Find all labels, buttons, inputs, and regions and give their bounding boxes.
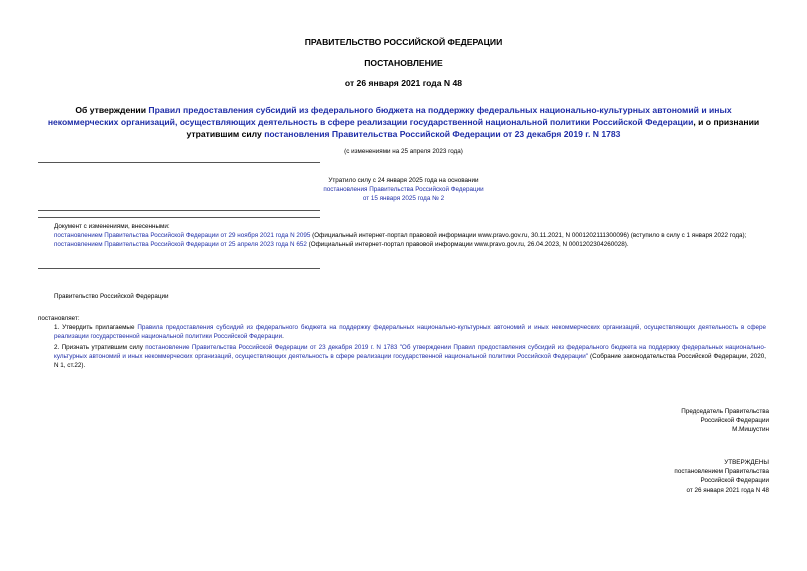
amendment-link-652[interactable]: постановлением Правительства Российской Федерации от 25 апреля 2023 года N 652: [54, 241, 307, 248]
government-line: Правительство Российской Федерации: [54, 293, 169, 300]
decides-line: постановляет:: [38, 315, 80, 322]
paragraph-2: 2. Признать утратившим силу постановление Правительства Российской Федерации от 23 декабря 2019 г. N 1783 "Об утверждении Правил предоставления субсидий из федерального бюджета на поддержку федеральных национально-культурных автономий и иных некоммерческих организаций, осуществляющих деятельность в сфере реализации государственной национальной политики Российской Федерации" (Собрание законодательства Российской Федерации, 2020, N 1, ст.22).: [54, 344, 766, 369]
document-date: от 26 января 2021 года N 48: [344, 78, 463, 88]
rules-link[interactable]: Правила предоставления субсидий из федерального бюджета на поддержку федеральных национально-культурных автономий и иных некоммерческих организаций, осуществляющих деятельность в сфере реализации государственной национальной политики Российской Федерации: [54, 324, 767, 340]
amendment-link-2095[interactable]: постановлением Правительства Российской Федерации от 29 ноября 2021 года N 2095: [54, 232, 311, 239]
expired-link-1: [0, 185, 807, 194]
divider: [38, 162, 320, 163]
amendment-item: постановлением Правительства Российской Федерации от 29 ноября 2021 года N 2095 (Официальный интернет-портал правовой информации www.pravo.gov.ru, 30.11.2021, N 0001202111300096) (вступило в силу с 1 января 2022 года);: [54, 232, 747, 239]
amended-note: (с изменениями на 25 апреля 2023 года): [344, 148, 463, 155]
title-middle: , и о признании утратившим силу: [186, 117, 760, 139]
government-heading: ПРАВИТЕЛЬСТВО РОССИЙСКОЙ ФЕДЕРАЦИИ: [304, 37, 503, 47]
document-type: ПОСТАНОВЛЕНИЕ: [364, 58, 443, 68]
expired-resolution-link[interactable]: постановления Правительства Российской Федерации: [323, 186, 484, 193]
document-title: [40, 104, 767, 140]
title-link-resolution[interactable]: постановления Правительства Российской Федерации от 23 декабря 2019 г. N 1783: [264, 129, 621, 139]
title-link-rules[interactable]: Правил предоставления субсидий из федерального бюджета на поддержку федеральных национально-культурных автономий и иных некоммерческих организаций, осуществляющих деятельность в сфере реализации государственной национальной политики Российской Федерации: [47, 105, 732, 127]
signature-block: Председатель Правительства Российской Федерации М.Мишустин: [681, 408, 769, 434]
amendments-block: [38, 222, 766, 249]
approved-block: УТВЕРЖДЕНЫ постановлением Правительства Российской Федерации от 26 января 2021 года N 48: [674, 459, 769, 494]
divider: [38, 268, 320, 269]
expired-link-2: [0, 194, 807, 203]
amendment-item: постановлением Правительства Российской Федерации от 25 апреля 2023 года N 652 (Официальный интернет-портал правовой информации www.pravo.gov.ru, 26.04.2023, N 0001202304260028).: [54, 241, 629, 248]
title-prefix: Об утверждении: [75, 105, 149, 115]
paragraph-1: 1. Утвердить прилагаемые Правила предоставления субсидий из федерального бюджета на поддержку федеральных национально-культурных автономий и иных некоммерческих организаций, осуществляющих деятельность в сфере реализации государственной национальной политики Российской Федерации.: [54, 324, 767, 340]
expired-line: Утратило силу с 24 января 2025 года на основании: [328, 177, 479, 184]
expired-resolution-date-link[interactable]: от 15 января 2025 года № 2: [362, 195, 445, 202]
repealed-resolution-link[interactable]: постановление Правительства Российской Федерации от 23 декабря 2019 г. N 1783 "Об утверждении Правил предоставления субсидий из федерального бюджета на поддержку федеральных национально-культурных автономий и иных некоммерческих организаций, осуществляющих деятельность в сфере реализации государственной национальной политики Российской Федерации": [54, 344, 766, 360]
divider: [38, 217, 320, 218]
amendments-intro: Документ с изменениями, внесенными:: [54, 223, 170, 230]
divider: [38, 210, 320, 211]
